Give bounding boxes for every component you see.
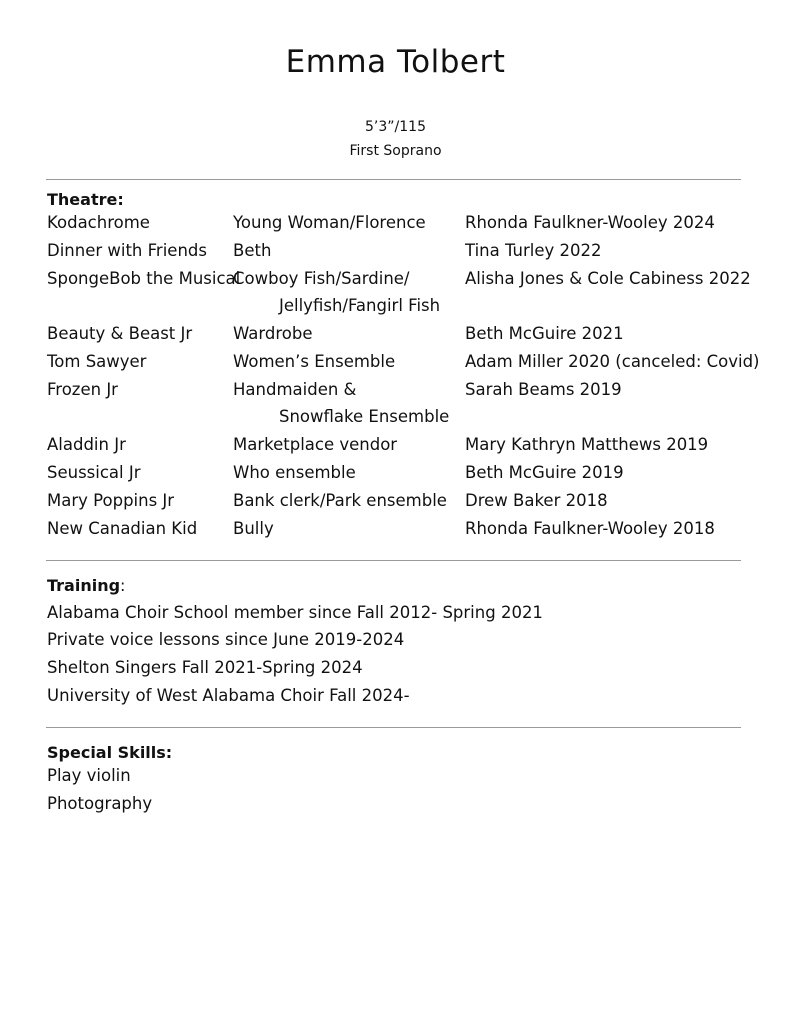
training-item: Private voice lessons since June 2019-2024 (47, 630, 405, 649)
credit-row (47, 213, 747, 241)
skill-item: Play violin (47, 766, 131, 785)
credit-role: Wardrobe (233, 324, 313, 343)
credit-row (47, 380, 747, 408)
credit-role: Young Woman/Florence (233, 213, 426, 232)
credit-director: Beth McGuire 2021 (465, 324, 624, 343)
credit-director: Sarah Beams 2019 (465, 380, 622, 399)
divider (46, 727, 741, 728)
credit-director: Tina Turley 2022 (465, 241, 602, 260)
credit-row-continuation (47, 296, 747, 324)
credit-show: New Canadian Kid (47, 519, 198, 538)
credit-show: Aladdin Jr (47, 435, 126, 454)
credit-role: Bank clerk/Park ensemble (233, 491, 447, 510)
training-item: Shelton Singers Fall 2021-Spring 2024 (47, 658, 363, 677)
divider (46, 560, 741, 561)
credit-row (47, 463, 747, 491)
credit-role: Bully (233, 519, 274, 538)
credit-show: Tom Sawyer (47, 352, 147, 371)
credit-director: Drew Baker 2018 (465, 491, 608, 510)
divider (46, 179, 741, 180)
height-weight: 5’3”/115 (365, 119, 426, 135)
credit-role: Cowboy Fish/Sardine/ (233, 269, 410, 288)
training-item: University of West Alabama Choir Fall 2024- (47, 686, 410, 705)
credit-show: SpongeBob the Musical (47, 269, 241, 288)
credit-show: Mary Poppins Jr (47, 491, 175, 510)
credit-director: Beth McGuire 2019 (465, 463, 624, 482)
training-heading-label: Training (47, 576, 121, 595)
credit-show: Dinner with Friends (47, 241, 207, 260)
candidate-name: Emma Tolbert (285, 44, 506, 80)
credit-show: Kodachrome (47, 213, 150, 232)
credit-show: Frozen Jr (47, 380, 118, 399)
credit-director: Adam Miller 2020 (canceled: Covid) (465, 352, 760, 371)
credit-role: Women’s Ensemble (233, 352, 396, 371)
credit-director: Rhonda Faulkner-Wooley 2024 (465, 213, 715, 232)
training-item: Alabama Choir School member since Fall 2012- Spring 2021 (47, 603, 543, 622)
skill-item: Photography (47, 794, 153, 813)
credit-row (47, 324, 747, 352)
credit-row (47, 491, 747, 519)
credit-role-continued: Jellyfish/Fangirl Fish (279, 296, 441, 315)
credit-role: Beth (233, 241, 272, 260)
credit-row (47, 352, 760, 380)
credit-show: Beauty & Beast Jr (47, 324, 193, 343)
credit-director: Rhonda Faulkner-Wooley 2018 (465, 519, 715, 538)
credit-row (47, 519, 747, 547)
special-skills-heading: Special Skills: (47, 743, 173, 762)
voice-type: First Soprano (349, 143, 442, 159)
credit-director: Mary Kathryn Matthews 2019 (465, 435, 709, 454)
credit-role: Marketplace vendor (233, 435, 398, 454)
credit-role-continued: Snowflake Ensemble (279, 407, 450, 426)
theatre-heading: Theatre: (47, 190, 124, 209)
training-heading (47, 576, 125, 595)
credit-show: Seussical Jr (47, 463, 141, 482)
credit-row (47, 241, 747, 269)
credit-role: Who ensemble (233, 463, 356, 482)
credit-role: Handmaiden & (233, 380, 357, 399)
credit-row (47, 435, 747, 463)
credit-row-continuation (47, 407, 747, 435)
credit-director: Alisha Jones & Cole Cabiness 2022 (465, 269, 751, 288)
credit-row (47, 269, 751, 297)
training-heading-colon: : (120, 576, 126, 595)
